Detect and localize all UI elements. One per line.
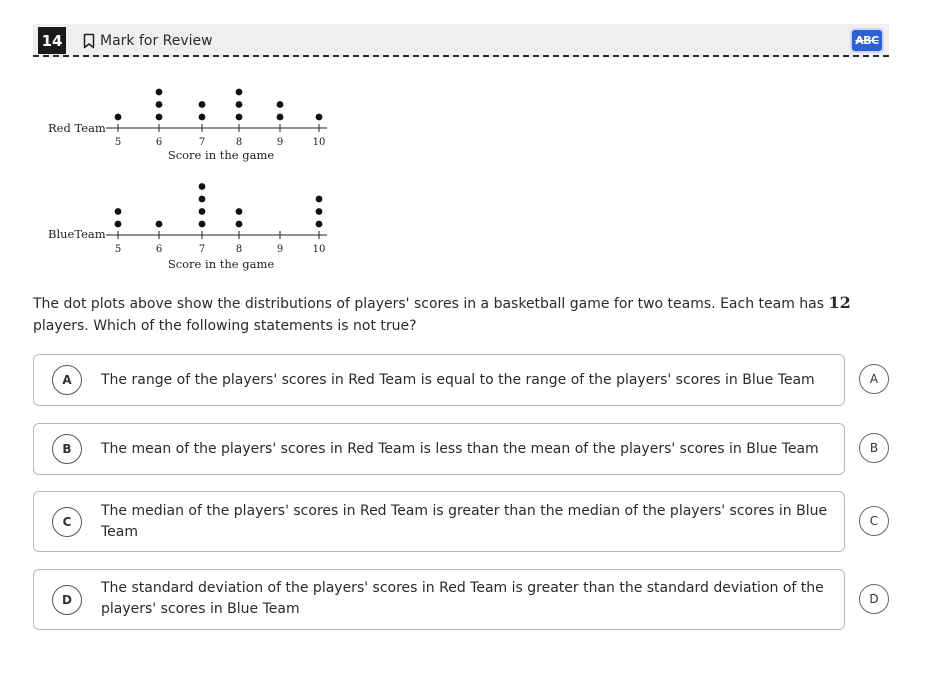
blue-team-dot-8-1 — [236, 221, 243, 228]
blue-team-dot-7-2 — [199, 208, 206, 215]
red-team-tick-label-10: 10 — [312, 137, 326, 148]
red-team-dot-9-2 — [277, 101, 284, 108]
choice-b-text: The mean of the players' scores in Red Team is less than the mean of the players' scores in Blue Team — [101, 441, 819, 457]
blue-team-tick-label-8: 8 — [235, 244, 243, 255]
blue-team-dot-7-4 — [199, 183, 206, 190]
choice-a-text: The range of the players' scores in Red Team is equal to the range of the players' scores in Blue Team — [101, 372, 815, 388]
red-team-dot-5-1 — [115, 114, 122, 121]
mark-for-review-label: Mark for Review — [100, 33, 213, 49]
red-team-tick-label-7: 7 — [198, 137, 206, 148]
blue-team-dot-plot — [48, 183, 327, 271]
choice-a[interactable] — [33, 354, 845, 406]
question-text-before: The dot plots above show the distributions of players' scores in a basketball game for two teams. Each team has — [33, 296, 829, 312]
blue-team-dot-10-1 — [316, 221, 323, 228]
blue-team-dot-7-3 — [199, 196, 206, 203]
choice-a-letter: A — [52, 365, 82, 395]
bookmark-icon — [83, 33, 95, 49]
blue-team-label: BlueTeam — [48, 227, 106, 241]
strike-choice-c-button[interactable]: C — [859, 506, 889, 536]
strike-choice-d-button[interactable]: D — [859, 584, 889, 614]
blue-team-dot-5-2 — [115, 208, 122, 215]
red-team-label: Red Team — [48, 121, 106, 135]
choice-d-text: The standard deviation of the players' scores in Red Team is greater than the standard deviation of the players' scores in Blue Team — [101, 580, 824, 617]
choice-c[interactable] — [33, 491, 845, 552]
blue-team-tick-label-6: 6 — [155, 244, 163, 255]
red-team-tick-label-9: 9 — [276, 137, 284, 148]
red-team-dot-7-1 — [199, 114, 206, 121]
blue-team-dot-8-2 — [236, 208, 243, 215]
question-number: 14 — [38, 27, 66, 54]
strike-choice-b-button[interactable]: B — [859, 433, 889, 463]
answer-eliminator-button[interactable] — [850, 28, 884, 53]
red-team-tick-label-6: 6 — [155, 137, 163, 148]
red-team-dot-plot — [48, 89, 327, 162]
blue-team-dot-10-3 — [316, 196, 323, 203]
blue-team-tick-label-10: 10 — [312, 244, 326, 255]
red-team-dot-6-2 — [156, 101, 163, 108]
blue-team-dot-7-1 — [199, 221, 206, 228]
red-team-dot-8-2 — [236, 101, 243, 108]
choice-b-letter: B — [52, 434, 82, 464]
red-team-dot-8-3 — [236, 89, 243, 96]
choice-d-letter: D — [52, 585, 82, 615]
red-team-tick-label-8: 8 — [235, 137, 243, 148]
choice-c-letter: C — [52, 507, 82, 537]
blue-team-dot-6-1 — [156, 221, 163, 228]
red-team-tick-label-5: 5 — [114, 137, 122, 148]
strike-choice-a-button[interactable]: A — [859, 364, 889, 394]
blue-team-dot-10-2 — [316, 208, 323, 215]
red-team-dot-10-1 — [316, 114, 323, 121]
question-stem — [33, 292, 893, 337]
red-team-dot-7-2 — [199, 101, 206, 108]
blue-team-dot-5-1 — [115, 221, 122, 228]
red-team-dot-6-1 — [156, 114, 163, 121]
red-team-axis-label: Score in the game — [167, 148, 275, 162]
question-text-after: players. Which of the following statements is not true? — [33, 318, 417, 334]
choice-c-text: The median of the players' scores in Red Team is greater than the median of the players' scores in Blue Team — [101, 503, 828, 540]
red-team-dot-8-1 — [236, 114, 243, 121]
choice-b[interactable] — [33, 423, 845, 475]
red-team-dot-9-1 — [277, 114, 284, 121]
blue-team-tick-label-9: 9 — [276, 244, 284, 255]
dot-plots — [0, 70, 420, 280]
red-team-dot-6-3 — [156, 89, 163, 96]
blue-team-axis-label: Score in the game — [167, 257, 275, 271]
mark-for-review-button[interactable] — [83, 30, 213, 52]
blue-team-tick-label-5: 5 — [114, 244, 122, 255]
question-number-value: 12 — [828, 293, 851, 312]
choice-d[interactable] — [33, 569, 845, 630]
blue-team-tick-label-7: 7 — [198, 244, 206, 255]
abc-strikethrough-icon: ABC — [855, 34, 879, 47]
question-header — [33, 24, 889, 57]
